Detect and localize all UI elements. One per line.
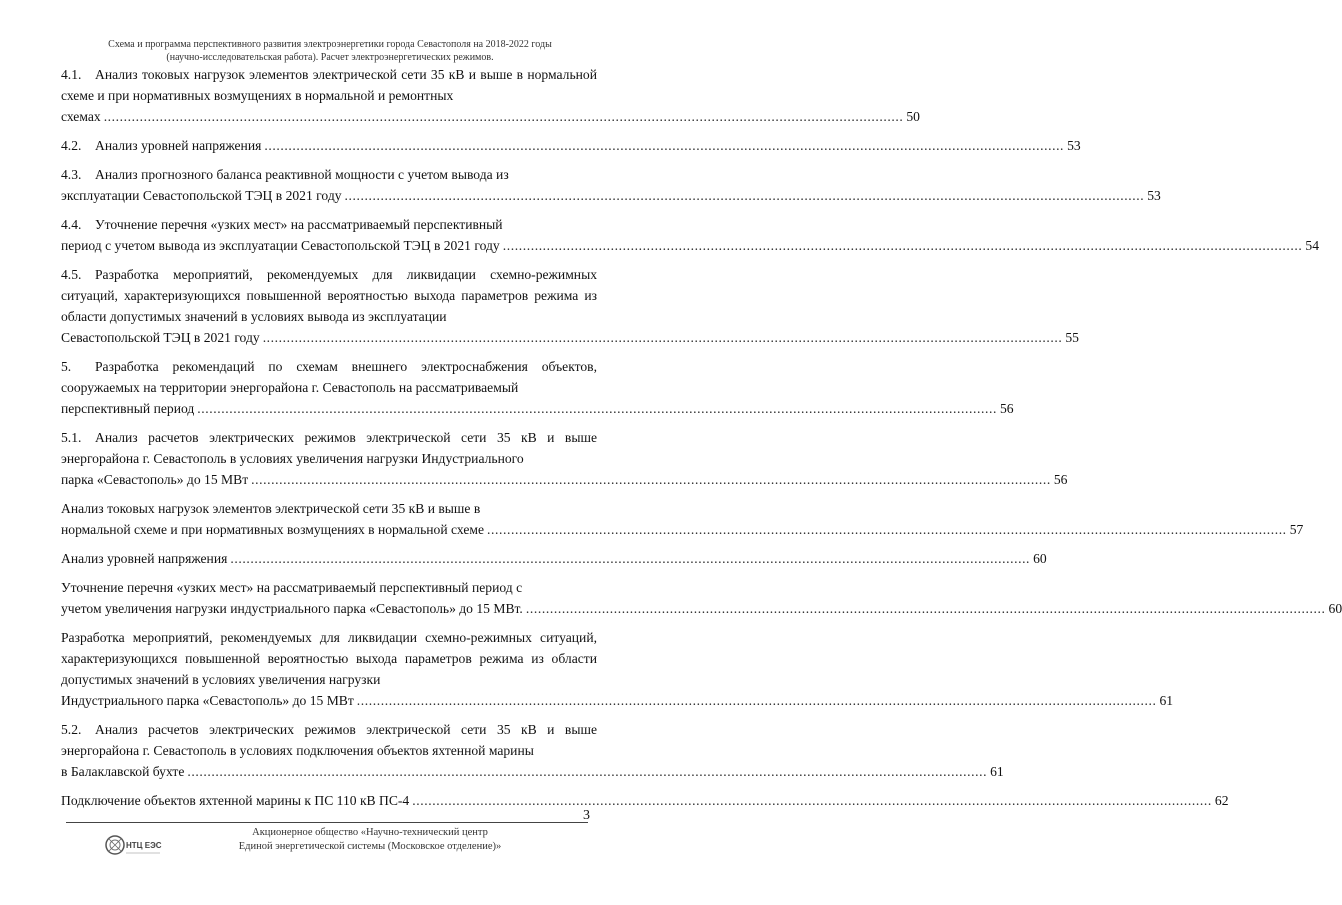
logo-text: НТЦ ЕЭС (126, 841, 162, 850)
toc-entry-last-line: схемах (61, 109, 101, 124)
toc-entry-last-line: Индустриального парка «Севастополь» до 15 МВт (61, 693, 354, 708)
toc-entry-number: 5. (61, 359, 72, 374)
toc-entry-number: 4.1. (61, 67, 82, 82)
toc-entry-number: 5.2. (61, 722, 82, 737)
toc-entry-number: 4.2. (61, 138, 82, 153)
dot-leader: ........................................................................................................................................................................................................ (197, 401, 997, 416)
toc-entry-body: Уточнение перечня «узких мест» на рассматриваемый перспективный период с (61, 580, 523, 595)
toc-entry-last-line: Подключение объектов яхтенной марины к ПС 110 кВ ПС-4 (61, 793, 410, 808)
toc-entry-body: Анализ токовых нагрузок элементов электрической сети 35 кВ и выше в (61, 501, 481, 516)
toc-page-number: 60 (1328, 601, 1342, 616)
dot-leader: ........................................................................................................................................................................................................ (412, 793, 1212, 808)
toc-entry-text (61, 627, 597, 690)
toc-entry[interactable] (61, 498, 1304, 540)
toc-entry-number: 4.4. (61, 217, 82, 232)
toc-entry-text (61, 264, 597, 327)
toc-entry[interactable] (61, 719, 1004, 782)
toc-page-number: 61 (1159, 693, 1174, 708)
toc-entry-last-line: эксплуатации Севастопольской ТЭЦ в 2021 году (61, 188, 342, 203)
toc-page-number: 62 (1214, 793, 1229, 808)
toc-page-number: 54 (1305, 238, 1319, 253)
dot-leader: ........................................................................................................................................................................................................ (344, 188, 1145, 203)
toc-entry[interactable] (61, 264, 1079, 348)
toc-page-number: 53 (1067, 138, 1081, 153)
toc-entry-text (61, 498, 597, 519)
toc-entry-last-line: перспективный период (61, 401, 195, 416)
toc-entry-last-line: нормальной схеме и при нормативных возмущениях в нормальной схеме (61, 522, 484, 537)
toc-entry[interactable] (61, 577, 1342, 619)
toc-entry[interactable] (61, 214, 1319, 256)
toc-page-number: 50 (906, 109, 920, 124)
dot-leader: ........................................................................................................................................................................................................ (487, 522, 1287, 537)
dot-leader: ........................................................................................................................................................................................................ (230, 551, 1031, 566)
page-header (60, 38, 600, 64)
toc-entry[interactable] (61, 164, 1161, 206)
toc-entry-body: Разработка мероприятий, рекомендуемых для ликвидации схемно-режимных ситуаций, характеризующихся повышенной вероятностью выхода параметров режима из области допустимых значений в условиях увеличения нагрузки (61, 630, 597, 687)
toc-entry-text (61, 356, 597, 398)
dot-leader: ........................................................................................................................................................................................................ (356, 693, 1157, 708)
footer-line-2: Единой энергетической системы (Московское отделение)» (238, 841, 502, 852)
toc-entry-last-line: Анализ уровней напряжения (61, 551, 228, 566)
toc-entry-body: Разработка мероприятий, рекомендуемых для ликвидации схемно-режимных ситуаций, характеризующихся повышенной вероятностью выхода параметров режима из области допустимых значений в условиях вывода из эксплуатации (61, 267, 597, 324)
toc-entry[interactable] (61, 427, 1068, 490)
toc-entry-body: Уточнение перечня «узких мест» на рассматриваемый перспективный (95, 217, 503, 232)
toc-page-number: 56 (1053, 472, 1068, 487)
toc-entry-body: Разработка рекомендаций по схемам внешнего электроснабжения объектов, сооружаемых на территории энергорайона г. Севастополь на рассматриваемый (61, 359, 597, 395)
toc-entry-last-line: Севастопольской ТЭЦ в 2021 году (61, 330, 260, 345)
toc-entry-number: 4.5. (61, 267, 82, 282)
toc-entry-number: 4.3. (61, 167, 82, 182)
toc-entry-text (61, 719, 597, 761)
toc-entry-text (61, 577, 597, 598)
dot-leader: ........................................................................................................................................................................................................ (262, 330, 1063, 345)
toc-entry[interactable] (61, 548, 1047, 569)
dot-leader: ........................................................................................................................................................................................................ (103, 109, 904, 124)
dot-leader: ........................................................................................................................................................................................................ (187, 764, 988, 779)
company-logo (104, 829, 162, 863)
dot-leader: ........................................................................................................................................................................................................ (502, 238, 1303, 253)
dot-leader: ........................................................................................................................................................................................................ (525, 601, 1326, 616)
toc-entry-text (61, 64, 597, 106)
toc-page-number: 60 (1033, 551, 1047, 566)
toc-entry[interactable] (61, 627, 1174, 711)
toc-entry-last-line: период с учетом вывода из эксплуатации Севастопольской ТЭЦ в 2021 году (61, 238, 500, 253)
toc-entry-text (61, 214, 597, 235)
toc-page-number: 55 (1065, 330, 1079, 345)
toc-entry-body: Анализ прогнозного баланса реактивной мощности с учетом вывода из (95, 167, 509, 182)
toc-page-number: 57 (1289, 522, 1304, 537)
toc-entry-text (61, 427, 597, 469)
footer-divider (66, 822, 588, 823)
header-line-1: Схема и программа перспективного развития электроэнергетики города Севастополя на 2018-2022 годы (108, 39, 552, 50)
toc-entry-last-line: парка «Севастополь» до 15 МВт (61, 472, 249, 487)
table-of-contents (61, 64, 1342, 819)
toc-entry[interactable] (61, 135, 1081, 156)
toc-page-number: 56 (999, 401, 1014, 416)
toc-entry-number: 5.1. (61, 430, 82, 445)
toc-entry-last-line: Анализ уровней напряжения (95, 138, 262, 153)
toc-entry-body: Анализ расчетов электрических режимов электрической сети 35 кВ и выше энергорайона г. Севастополь в условиях подключения объектов яхтенной марины (61, 722, 597, 758)
header-line-2: (научно-исследовательская работа). Расчет электроэнергетических режимов. (166, 52, 494, 63)
toc-entry-body: Анализ токовых нагрузок элементов электрической сети 35 кВ и выше в нормальной схеме и при нормативных возмущениях в нормальной и ремонтных (61, 67, 597, 103)
toc-entry-last-line: учетом увеличения нагрузки индустриального парка «Севастополь» до 15 МВт. (61, 601, 523, 616)
page-number: 3 (583, 808, 590, 823)
toc-page-number: 53 (1147, 188, 1161, 203)
footer-organization (190, 826, 550, 854)
toc-entry[interactable] (61, 64, 920, 127)
toc-entry-text (61, 164, 597, 185)
footer-line-1: Акционерное общество «Научно-технический центр (252, 827, 488, 838)
toc-entry[interactable] (61, 790, 1229, 811)
toc-entry[interactable] (61, 356, 1014, 419)
toc-entry-body: Анализ расчетов электрических режимов электрической сети 35 кВ и выше энергорайона г. Севастополь в условиях увеличения нагрузки Индустриального (61, 430, 597, 466)
toc-page-number: 61 (990, 764, 1004, 779)
dot-leader: ........................................................................................................................................................................................................ (251, 472, 1051, 487)
dot-leader: ........................................................................................................................................................................................................ (264, 138, 1065, 153)
toc-entry-last-line: в Балаклавской бухте (61, 764, 185, 779)
